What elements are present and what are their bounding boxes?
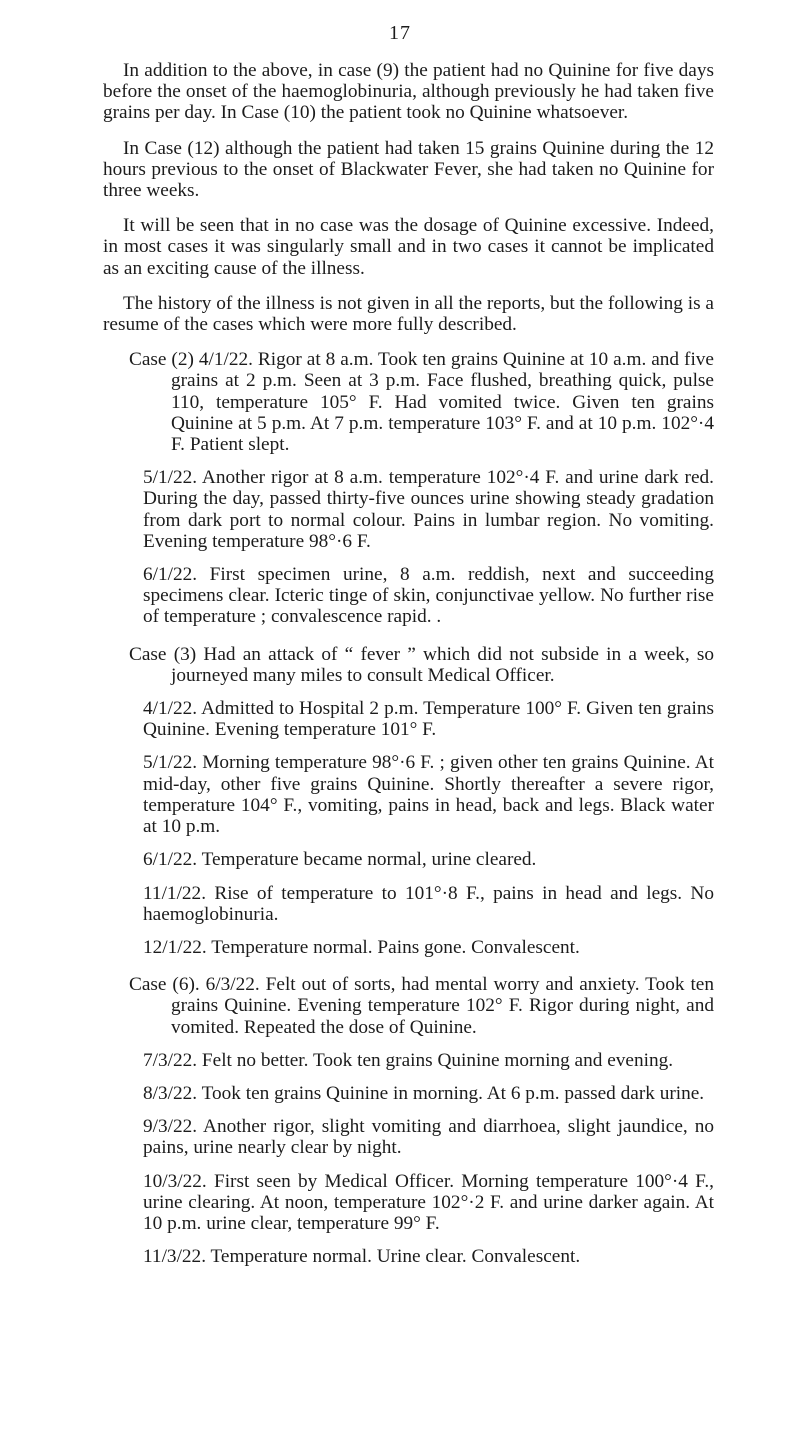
case-2-entry-4-1-22: Case (2) 4/1/22. Rigor at 8 a.m. Took ten grains Quinine at 10 a.m. and five grains at 2 p.m. Seen at 3 p.m. Face flushed, breathing quick, pulse 110, temperature 105° F. Had vomited twice. Given ten grains Quinine at 5 p.m. At 7 p.m. temperature 103° F. and at 10 p.m. 102°·4 F. Patient slept.	[129, 349, 714, 456]
case-3-entry-6-1-22: 6/1/22. Temperature became normal, urine cleared.	[143, 849, 537, 871]
case-3-entry-5-1-22: 5/1/22. Morning temperature 98°·6 F. ; given other ten grains Quinine. At mid-day, other five grains Quinine. Shortly thereafter a severe rigor, temperature 104° F., vomiting, pains in head, back and legs. Black water at 10 p.m.	[143, 752, 714, 838]
paragraph-dosage: It will be seen that in no case was the dosage of Quinine excessive. Indeed, in most cases it was singularly small and in two cases it cannot be implicated as an exciting cause of the illness.	[103, 215, 714, 279]
case-3	[103, 644, 714, 958]
case-6-entry-6-3-22: Case (6). 6/3/22. Felt out of sorts, had mental worry and anxiety. Took ten grains Quinine. Evening temperature 102° F. Rigor during night, and vomited. Repeated the dose of Quinine.	[129, 974, 714, 1038]
body-text	[103, 60, 714, 1283]
case-6-entry-8-3-22: 8/3/22. Took ten grains Quinine in morning. At 6 p.m. passed dark urine.	[143, 1082, 705, 1104]
case-3-entry-12-1-22: 12/1/22. Temperature normal. Pains gone. Convalescent.	[143, 936, 580, 958]
page-number: 17	[389, 22, 411, 44]
case-2-entry-5-1-22: 5/1/22. Another rigor at 8 a.m. temperature 102°·4 F. and urine dark red. During the day, passed thirty-five ounces urine showing steady gradation from dark port to normal colour. Pains in lumbar region. No vomiting. Evening temperature 98°·6 F.	[143, 467, 714, 552]
case-6-entry-11-3-22: 11/3/22. Temperature normal. Urine clear. Convalescent.	[143, 1246, 581, 1268]
case-6-entry-9-3-22: 9/3/22. Another rigor, slight vomiting and diarrhoea, slight jaundice, no pains, urine nearly clear by night.	[143, 1116, 714, 1159]
case-3-entry-intro: Case (3) Had an attack of “ fever ” which did not subside in a week, so journeyed many miles to consult Medical Officer.	[129, 643, 714, 686]
paragraph-case-12: In Case (12) although the patient had taken 15 grains Quinine during the 12 hours previous to the onset of Blackwater Fever, she had taken no Quinine for three weeks.	[103, 137, 714, 202]
case-2	[103, 349, 714, 627]
paragraph-quinine-cases-9-10: In addition to the above, in case (9) the patient had no Quinine for five days before the onset of the haemoglobinuria, although previously he had taken five grains per day. In Case (10) the patient took no Quinine whatsoever.	[103, 60, 714, 124]
case-2-entry-6-1-22: 6/1/22. First specimen urine, 8 a.m. reddish, next and succeeding specimens clear. Icteric tinge of skin, conjunctivae yellow. No further rise of temperature ; convalescence rapid. .	[143, 564, 714, 628]
case-6-entry-10-3-22: 10/3/22. First seen by Medical Officer. Morning temperature 100°·4 F., urine clearing. At noon, temperature 102°·2 F. and urine darker again. At 10 p.m. urine clear, temperature 99° F.	[143, 1170, 714, 1234]
paragraph-history-intro: The history of the illness is not given in all the reports, but the following is a resume of the cases which were more fully described.	[103, 292, 714, 336]
case-6-entry-7-3-22: 7/3/22. Felt no better. Took ten grains Quinine morning and evening.	[143, 1049, 674, 1071]
case-3-entry-4-1-22: 4/1/22. Admitted to Hospital 2 p.m. Temperature 100° F. Given ten grains Quinine. Evening temperature 101° F.	[143, 698, 714, 741]
case-6	[103, 974, 714, 1267]
case-3-entry-11-1-22: 11/1/22. Rise of temperature to 101°·8 F., pains in head and legs. No haemoglobinuria.	[143, 882, 714, 925]
